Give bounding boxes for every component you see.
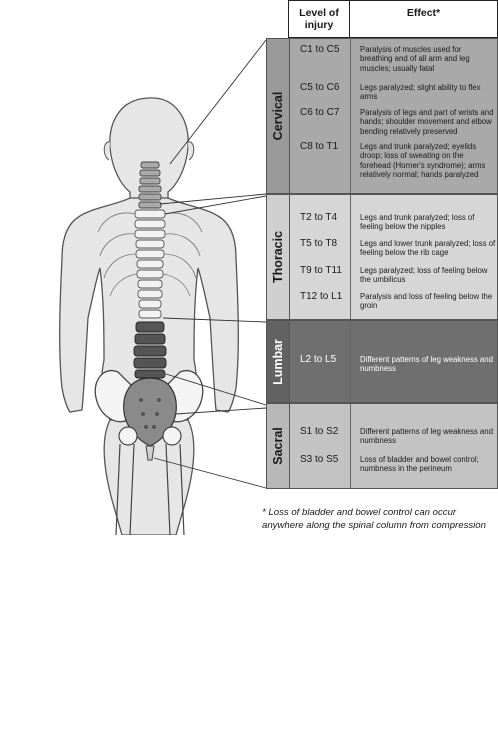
region-tab [267, 39, 290, 193]
level-cell: C6 to C7 [300, 107, 340, 118]
level-cell: S3 to S5 [300, 454, 339, 465]
effect-cell: Legs and trunk paralyzed; eyelids droop; loss of sweating on the forehead (Horner's syndrome); arms relatively normal; hands paralyzed [360, 142, 486, 180]
effect-cell: Different patterns of leg weakness and numbness [360, 427, 493, 446]
region-lumbar [266, 320, 498, 403]
effect-cell: Legs and lower trunk paralyzed; loss of feeling below the rib cage [360, 239, 496, 258]
header-effect: Effect* [349, 0, 498, 38]
level-cell: T9 to T11 [300, 265, 342, 276]
coccyx [146, 446, 154, 460]
effect-cell: Paralysis and loss of feeling below the groin [360, 292, 493, 311]
region-tab [267, 195, 290, 319]
level-cell: T12 to L1 [300, 291, 343, 302]
level-cell: T5 to T8 [300, 238, 338, 249]
region-label: Lumbar [271, 338, 285, 385]
region-label: Thoracic [271, 230, 285, 284]
region-tab [267, 321, 290, 402]
region-cervical [266, 38, 498, 194]
effect-cell: Paralysis of legs and part of wrists and hands; shoulder movement and elbow bending relatively preserved [360, 108, 494, 136]
effect-cell: Legs and trunk paralyzed; loss of feeling below the nipples [360, 213, 475, 232]
region-tab [267, 404, 290, 488]
effect-cell: Legs paralyzed; loss of feeling below the umbilicus [360, 266, 488, 285]
effect-cell: Paralysis of muscles used for breathing and of all arm and leg muscles; usually fatal [360, 45, 470, 73]
level-cell: C1 to C5 [300, 44, 340, 55]
level-cell: L2 to L5 [300, 354, 337, 365]
level-cell: T2 to T4 [300, 212, 338, 223]
header-level-of-injury: Level of injury [288, 0, 350, 38]
footnote: * Loss of bladder and bowel control can occur anywhere along the spinal column from compression [262, 507, 486, 531]
effect-cell: Loss of bladder and bowel control; numbness in the perineum [360, 455, 479, 474]
level-cell: C8 to T1 [300, 141, 339, 152]
region-label: Cervical [271, 91, 285, 141]
effect-cell: Legs paralyzed; slight ability to flex arms [360, 83, 481, 102]
effect-cell: Different patterns of leg weakness and numbness [360, 355, 493, 374]
level-cell: S1 to S2 [300, 426, 339, 437]
body-figure [0, 0, 290, 535]
region-label: Sacral [271, 427, 285, 465]
spine-illustration [0, 0, 290, 535]
region-sacral [266, 403, 498, 489]
region-thoracic [266, 194, 498, 320]
level-cell: C5 to C6 [300, 82, 340, 93]
